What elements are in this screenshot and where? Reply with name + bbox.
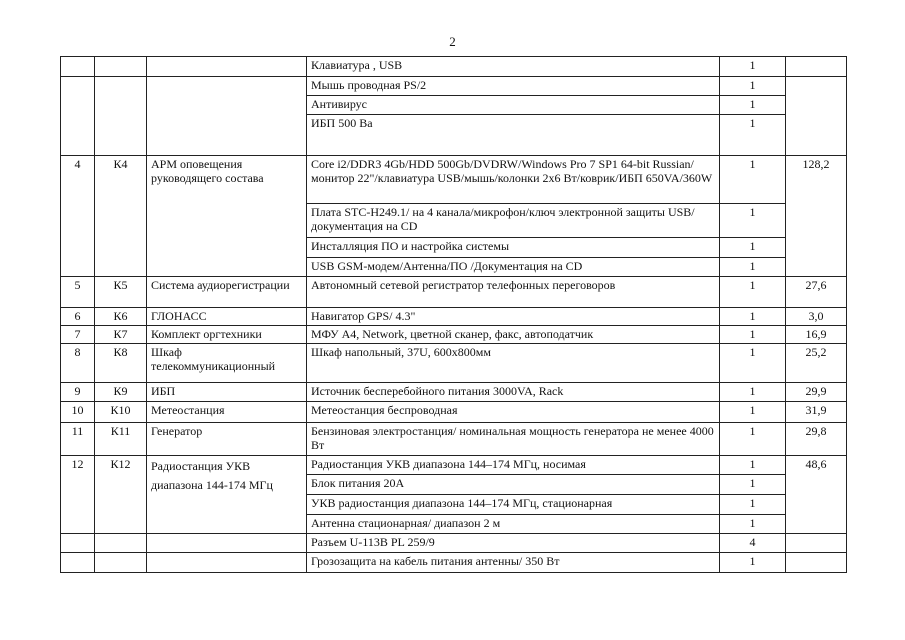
row-number: 10: [61, 402, 95, 423]
item-price: 29,9: [786, 383, 847, 402]
item-price: [786, 77, 847, 156]
item-spec: Бензиновая электростанция/ номинальная мощность генератора не менее 4000 Вт: [307, 423, 720, 456]
table-row: [61, 456, 847, 475]
item-spec: Разъем U-113B PL 259/9: [307, 534, 720, 553]
item-name: [147, 57, 307, 77]
row-number: [61, 57, 95, 77]
item-name: [147, 534, 307, 553]
table-row: [61, 402, 847, 423]
table-row: [61, 553, 847, 573]
item-name: АРМ оповещения руководящего состава: [147, 156, 307, 277]
item-spec: Шкаф напольный, 37U, 600х800мм: [307, 344, 720, 383]
item-qty: 1: [720, 258, 786, 277]
item-price: 25,2: [786, 344, 847, 383]
table-row: [61, 77, 847, 96]
item-spec: Блок питания 20А: [307, 475, 720, 495]
item-spec: Клавиатура , USB: [307, 57, 720, 77]
item-spec: Метеостанция беспроводная: [307, 402, 720, 423]
row-number: 9: [61, 383, 95, 402]
item-spec: Автономный сетевой регистратор телефонных переговоров: [307, 277, 720, 308]
item-qty: 1: [720, 156, 786, 204]
item-qty: 1: [720, 515, 786, 534]
item-name: [147, 553, 307, 573]
table-row: [61, 383, 847, 402]
item-code: К6: [95, 308, 147, 326]
item-qty: 1: [720, 383, 786, 402]
item-spec: Core i2/DDR3 4Gb/HDD 500Gb/DVDRW/Windows Pro 7 SP1 64-bit Russian/монитор 22"/клавиатура USB/мышь/колонки 2х6 Вт/коврик/ИБП 650VA/360W: [307, 156, 720, 204]
table-row: [61, 308, 847, 326]
item-qty: 1: [720, 308, 786, 326]
item-qty: 1: [720, 423, 786, 456]
item-name: Радиостанция УКВ диапазона 144-174 МГц: [147, 456, 307, 534]
row-number: 8: [61, 344, 95, 383]
item-code: [95, 57, 147, 77]
table-row: [61, 156, 847, 204]
item-name: Метеостанция: [147, 402, 307, 423]
item-qty: 1: [720, 344, 786, 383]
row-number: 12: [61, 456, 95, 534]
row-number: 6: [61, 308, 95, 326]
table-row: [61, 534, 847, 553]
item-qty: 4: [720, 534, 786, 553]
item-spec: Плата STC-H249.1/ на 4 канала/микрофон/ключ электронной защиты USB/ документация на CD: [307, 204, 720, 238]
item-name: [147, 77, 307, 156]
item-code: К7: [95, 326, 147, 344]
item-price: 48,6: [786, 456, 847, 534]
item-qty: 1: [720, 553, 786, 573]
item-price: [786, 534, 847, 553]
item-name: Шкаф телекоммуникационный: [147, 344, 307, 383]
item-spec: Инсталляция ПО и настройка системы: [307, 238, 720, 258]
table-row: [61, 344, 847, 383]
item-code: К8: [95, 344, 147, 383]
page-number: 2: [449, 34, 456, 49]
table-row: [61, 326, 847, 344]
item-qty: 1: [720, 57, 786, 77]
item-code: К9: [95, 383, 147, 402]
item-qty: 1: [720, 277, 786, 308]
row-number: [61, 77, 95, 156]
item-code: К4: [95, 156, 147, 277]
item-code: [95, 77, 147, 156]
item-code: К5: [95, 277, 147, 308]
item-name: Комплект оргтехники: [147, 326, 307, 344]
item-spec: USB GSM-модем/Антенна/ПО /Документация на CD: [307, 258, 720, 277]
item-qty: 1: [720, 96, 786, 115]
table-row: [61, 277, 847, 308]
item-price: [786, 57, 847, 77]
row-number: 5: [61, 277, 95, 308]
row-number: [61, 534, 95, 553]
item-code: К11: [95, 423, 147, 456]
item-qty: 1: [720, 204, 786, 238]
item-price: 128,2: [786, 156, 847, 277]
row-number: 11: [61, 423, 95, 456]
item-price: 31,9: [786, 402, 847, 423]
item-name: Генератор: [147, 423, 307, 456]
item-price: 29,8: [786, 423, 847, 456]
row-number: 4: [61, 156, 95, 277]
item-spec: Навигатор GPS/ 4.3": [307, 308, 720, 326]
item-spec: Радиостанция УКВ диапазона 144–174 МГц, носимая: [307, 456, 720, 475]
item-price: [786, 553, 847, 573]
item-spec: Грозозащита на кабель питания антенны/ 350 Вт: [307, 553, 720, 573]
item-qty: 1: [720, 326, 786, 344]
item-qty: 1: [720, 115, 786, 156]
item-qty: 1: [720, 456, 786, 475]
item-name: Система аудиорегистрации: [147, 277, 307, 308]
item-qty: 1: [720, 475, 786, 495]
item-name: ИБП: [147, 383, 307, 402]
item-qty: 1: [720, 495, 786, 515]
item-spec: Антенна стационарная/ диапазон 2 м: [307, 515, 720, 534]
item-price: 27,6: [786, 277, 847, 308]
item-spec: УКВ радиостанция диапазона 144–174 МГц, стационарная: [307, 495, 720, 515]
item-name: ГЛОНАСС: [147, 308, 307, 326]
item-code: К10: [95, 402, 147, 423]
item-code: [95, 534, 147, 553]
item-qty: 1: [720, 238, 786, 258]
equipment-table: [60, 56, 847, 573]
table-row: [61, 57, 847, 77]
item-code: [95, 553, 147, 573]
row-number: 7: [61, 326, 95, 344]
item-spec: Антивирус: [307, 96, 720, 115]
item-spec: ИБП 500 Ва: [307, 115, 720, 156]
item-price: 3,0: [786, 308, 847, 326]
item-code: К12: [95, 456, 147, 534]
item-spec: Мышь проводная PS/2: [307, 77, 720, 96]
row-number: [61, 553, 95, 573]
item-qty: 1: [720, 77, 786, 96]
table-row: [61, 423, 847, 456]
item-price: 16,9: [786, 326, 847, 344]
item-spec: МФУ А4, Network, цветной сканер, факс, автоподатчик: [307, 326, 720, 344]
item-spec: Источник бесперебойного питания 3000VA, Rack: [307, 383, 720, 402]
item-qty: 1: [720, 402, 786, 423]
